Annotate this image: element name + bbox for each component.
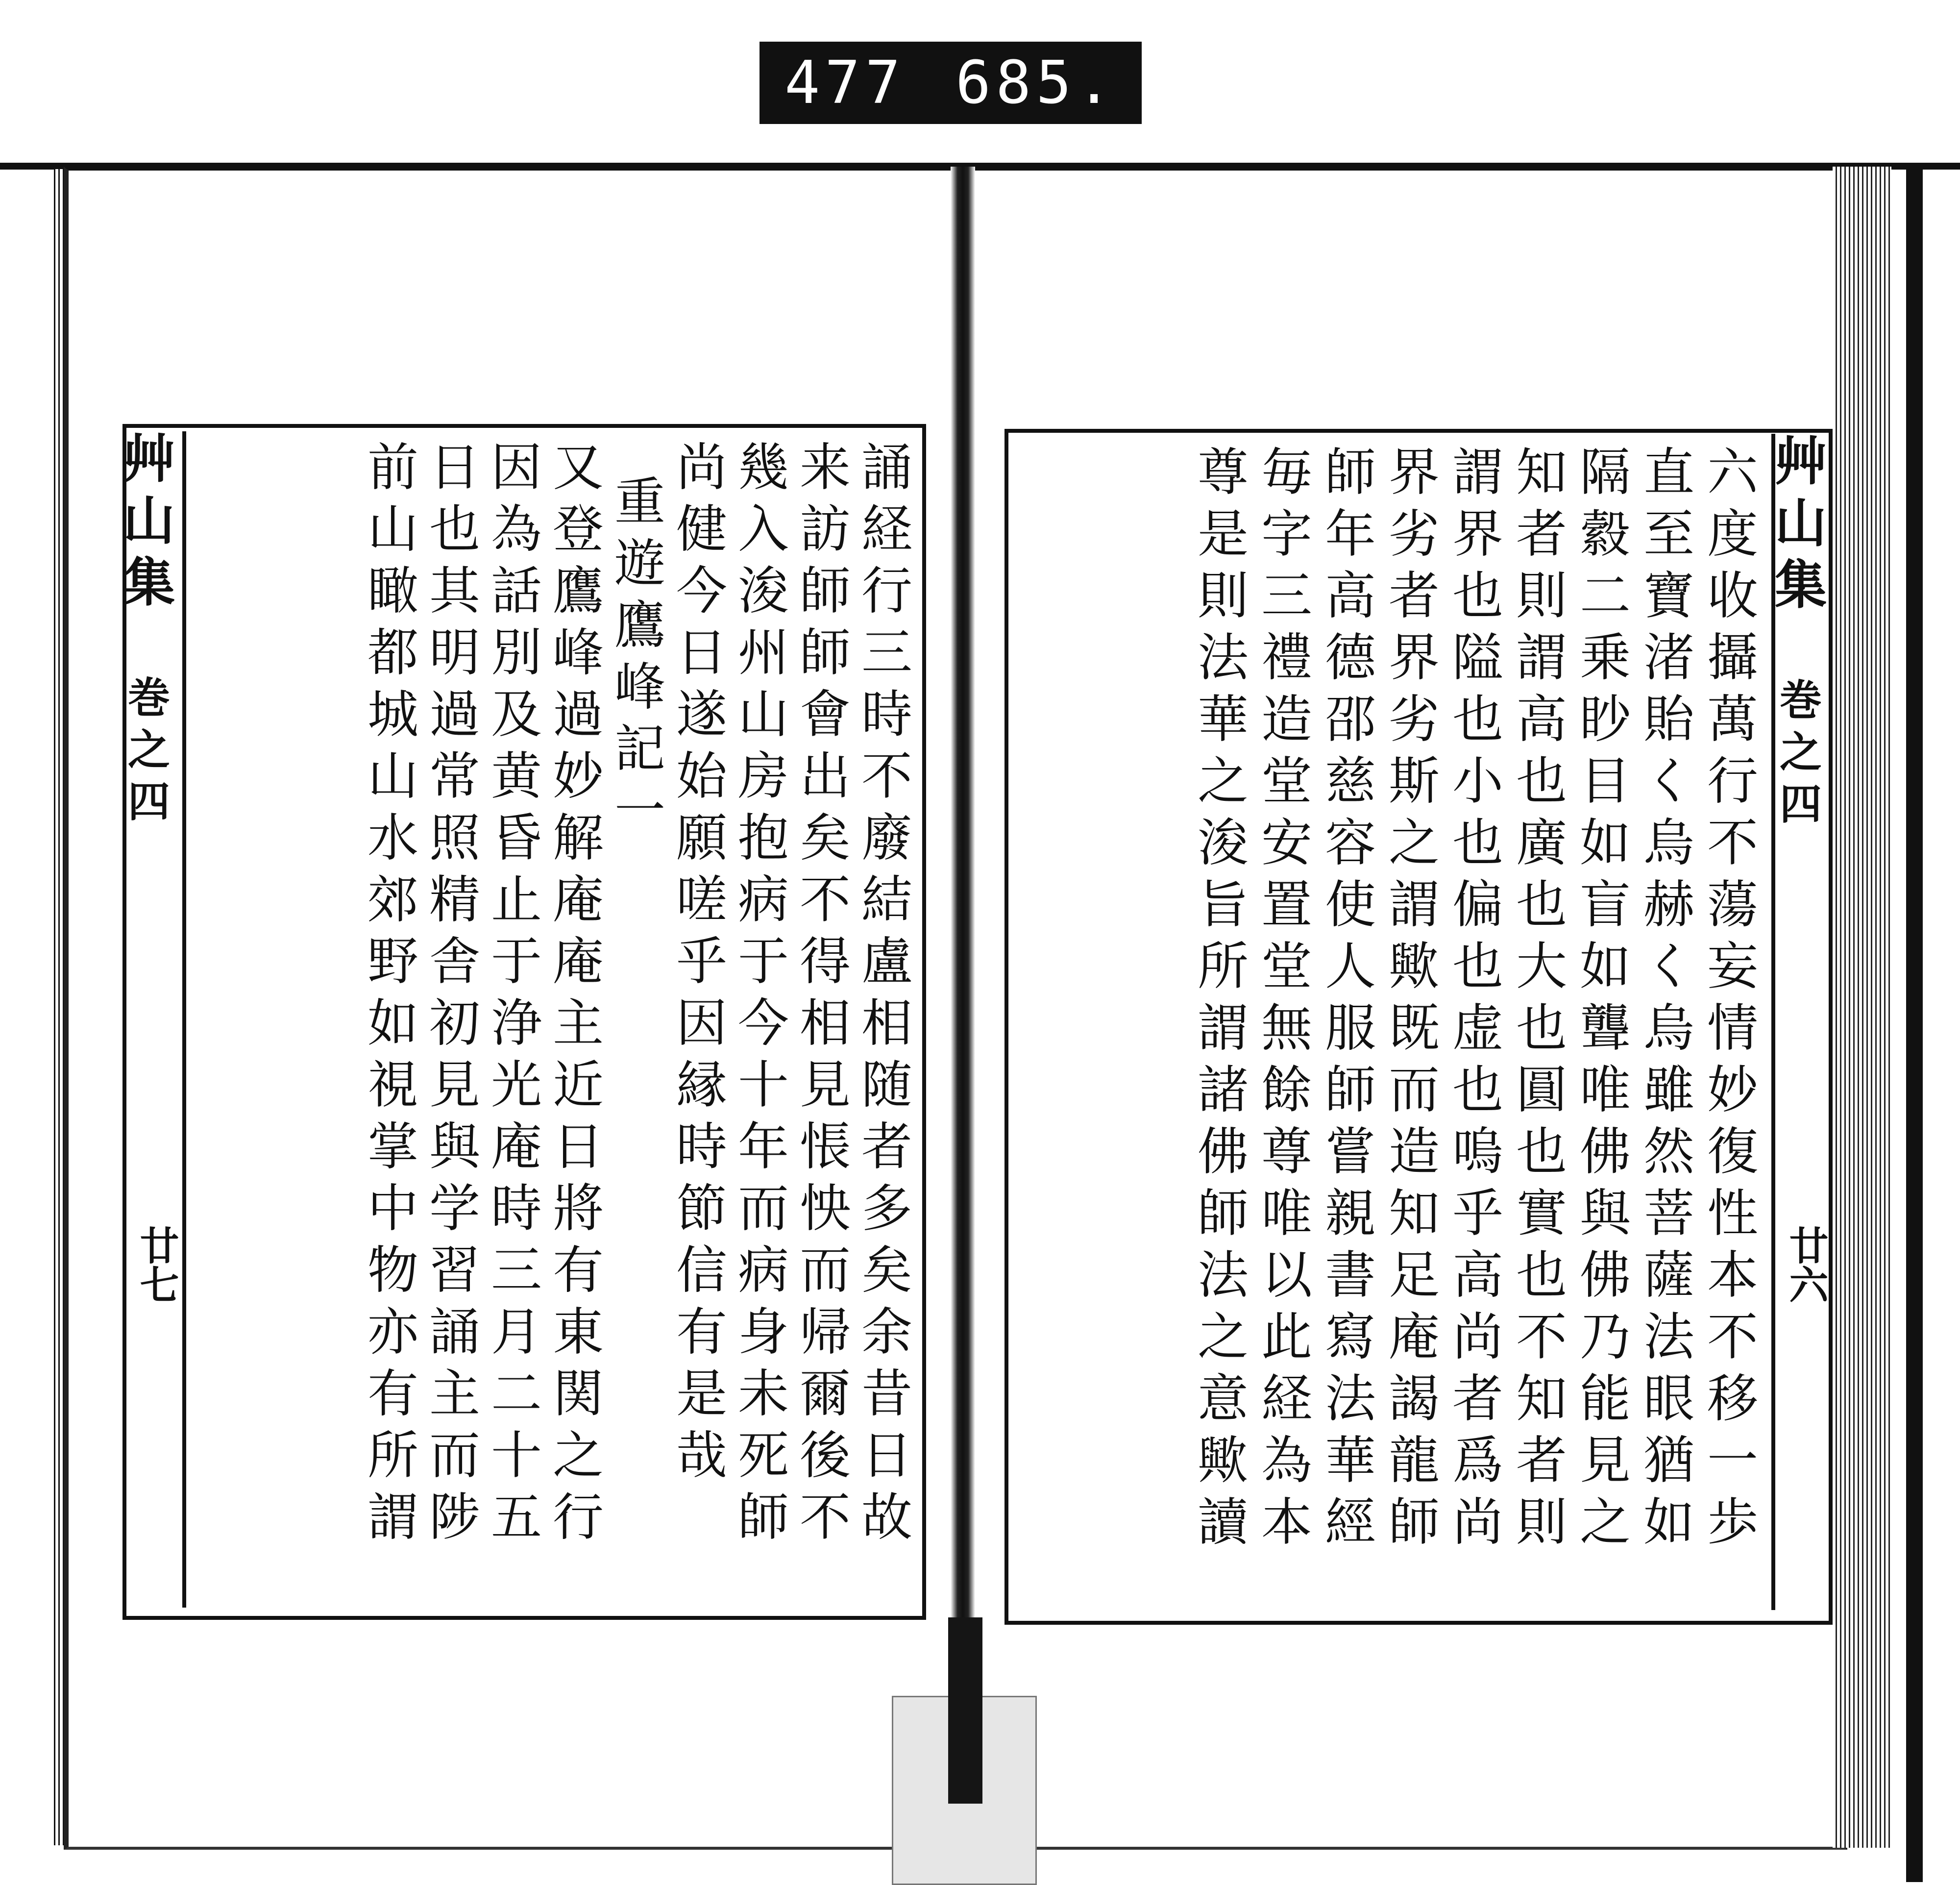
right-margin-title xyxy=(1766,434,1834,1610)
catalog-label xyxy=(760,42,1142,124)
left-text-columns xyxy=(126,428,922,1616)
left-margin-title xyxy=(115,431,186,1608)
text-column: 六度收攝萬行不蕩妄情妙復性本不移一歩 xyxy=(1698,445,1758,1557)
text-column: 因為話別及黄昏止于浄光庵時三月二十五 xyxy=(482,440,542,1552)
text-column: 前山瞰都城山水郊野如視掌中物亦有所謂 xyxy=(359,440,418,1552)
text-column: 日也其明過常照精舎初見與学習誦主而陟 xyxy=(420,440,480,1552)
text-column: 幾入浚州山房抱病于今十年而病身未死師 xyxy=(729,440,789,1552)
text-column: 謂界也隘也小也偏也虚也嗚乎高尚者爲尚 xyxy=(1444,445,1503,1557)
text-column: 隔縠二乗眇目如盲如聾唯佛與佛乃能見之 xyxy=(1571,445,1631,1557)
right-page-edge xyxy=(1833,167,1891,1848)
text-column: 知者則謂高也廣也大也圓也實也不知者則 xyxy=(1507,445,1567,1557)
catalog-number-left: 477 xyxy=(784,49,906,117)
collection-title: 艸山集 xyxy=(1766,434,1828,619)
outer-binding-cord xyxy=(1906,167,1923,1882)
volume-label: 巻之四 xyxy=(121,675,170,831)
collection-title: 艸山集 xyxy=(115,431,176,617)
binding-tassel xyxy=(948,1617,982,1804)
text-column: 師年高德邵慈容使人服師嘗親書寫法華經 xyxy=(1316,445,1376,1557)
margin-spacer xyxy=(298,440,357,1611)
section-heading-number: 一 xyxy=(606,783,665,845)
text-column: 又登鷹峰過妙解庵庵主近日將有東関之行 xyxy=(544,440,604,1552)
text-column: 尊是則法華之浚旨所謂諸佛師法之意歟讀 xyxy=(1189,445,1249,1557)
section-heading xyxy=(606,440,665,1645)
right-text-columns xyxy=(1008,433,1829,1621)
text-column: 尚健今日遂始願嗟乎因縁時節信有是哉 xyxy=(667,440,727,1490)
text-column: 毎字三禮造堂安置堂無餘尊唯以此経為本 xyxy=(1252,445,1312,1557)
text-column: 来訪師師會出矣不得相見悵怏而帰爾後不 xyxy=(791,440,851,1552)
text-column: 誦経行三時不廢結盧相随者多矣余昔日故 xyxy=(853,440,912,1552)
catalog-number-right: 685. xyxy=(955,49,1117,117)
text-column: 界劣者界劣斯之謂歟既而造知足庵謁龍師 xyxy=(1380,445,1440,1557)
text-column: 直至寶渚貽く烏赫く烏雖然菩薩法眼猶如 xyxy=(1635,445,1694,1557)
section-heading-text: 重遊鷹峰記 xyxy=(606,474,665,783)
volume-label: 巻之四 xyxy=(1772,678,1822,834)
right-folio-number: 廿六 xyxy=(1783,1225,1829,1304)
left-text-frame xyxy=(122,424,926,1620)
right-text-frame xyxy=(1004,429,1833,1625)
left-folio-number: 廿七 xyxy=(133,1225,179,1304)
